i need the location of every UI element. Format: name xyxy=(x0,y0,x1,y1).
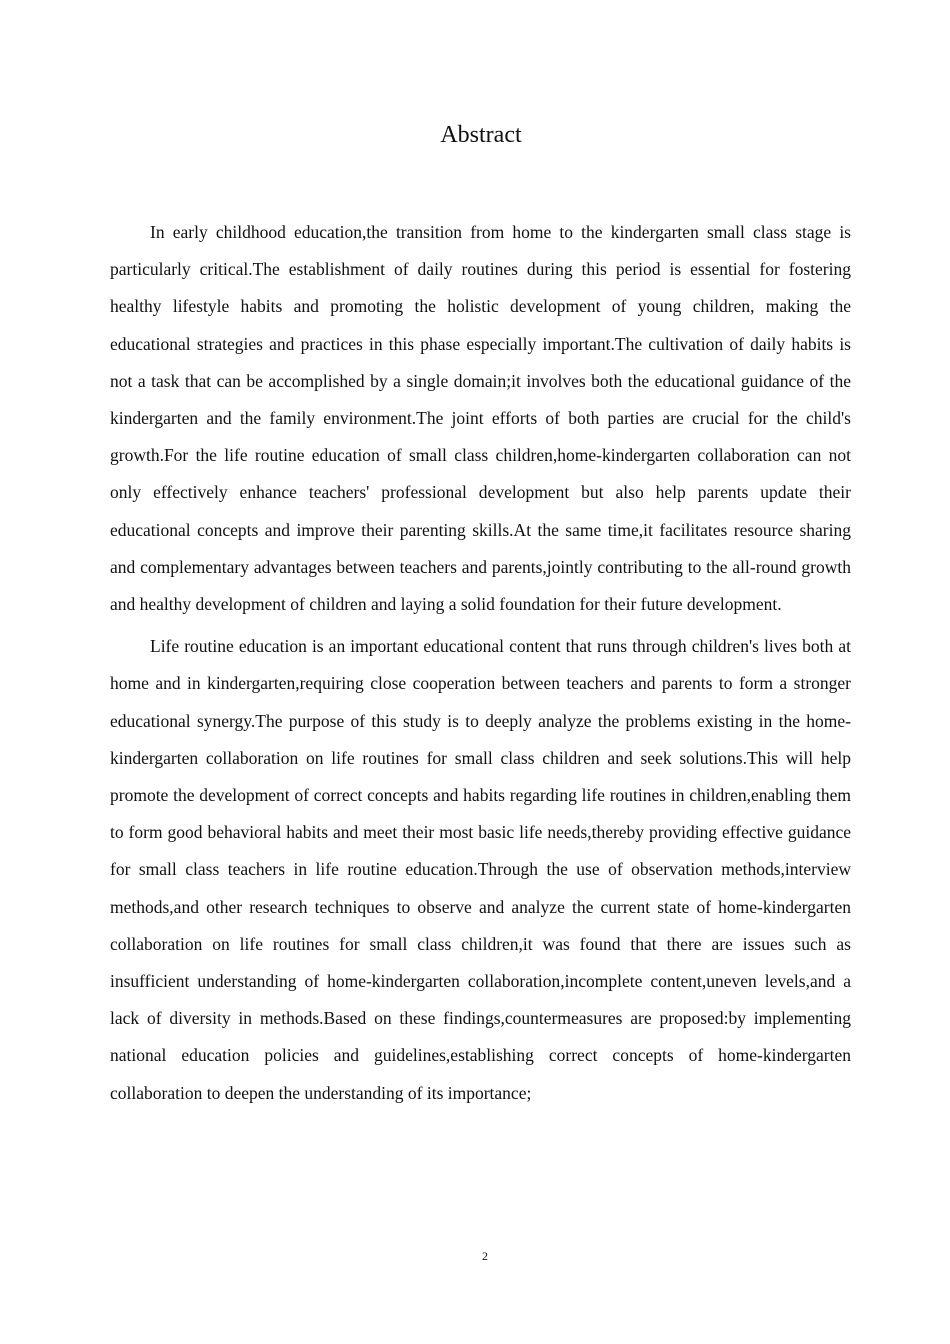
abstract-paragraph-1: In early childhood education,the transition from home to the kindergarten small class stage is particularly critical.The establishment of daily routines during this period is essential for fostering healthy lifestyle habits and promoting the holistic development of young children, making the educational strategies and practices in this phase especially important.The cultivation of daily habits is not a task that can be accomplished by a single domain;it involves both the educational guidance of the kindergarten and the family environment.The joint efforts of both parties are crucial for the child's growth.For the life routine education of small class children,home-kindergarten collaboration can not only effectively enhance teachers' professional development but also help parents update their educational concepts and improve their parenting skills.At the same time,it facilitates resource sharing and complementary advantages between teachers and parents,jointly contributing to the all-round growth and healthy development of children and laying a solid foundation for their future development. xyxy=(110,222,851,615)
abstract-title: Abstract xyxy=(440,122,522,148)
abstract-paragraph-2: Life routine education is an important educational content that runs through children's lives both at home and in kindergarten,requiring close cooperation between teachers and parents to form a stronger educational synergy.The purpose of this study is to deeply analyze the problems existing in the home-kindergarten collaboration on life routines for small class children and seek solutions.This will help promote the development of correct concepts and habits regarding life routines in children,enabling them to form good behavioral habits and meet their most basic life needs,thereby providing effective guidance for small class teachers in life routine education.Through the use of observation methods,interview methods,and other research techniques to observe and analyze the current state of home-kindergarten collaboration on life routines for small class children,it was found that there are issues such as insufficient understanding of home-kindergarten collaboration,incomplete content,uneven levels,and a lack of diversity in methods.Based on these findings,countermeasures are proposed:by implementing national education policies and guidelines,establishing correct concepts of home-kindergarten collaboration to deepen the understanding of its importance; xyxy=(110,636,851,1103)
page-number: 2 xyxy=(482,1249,488,1263)
abstract-body xyxy=(110,214,851,1112)
